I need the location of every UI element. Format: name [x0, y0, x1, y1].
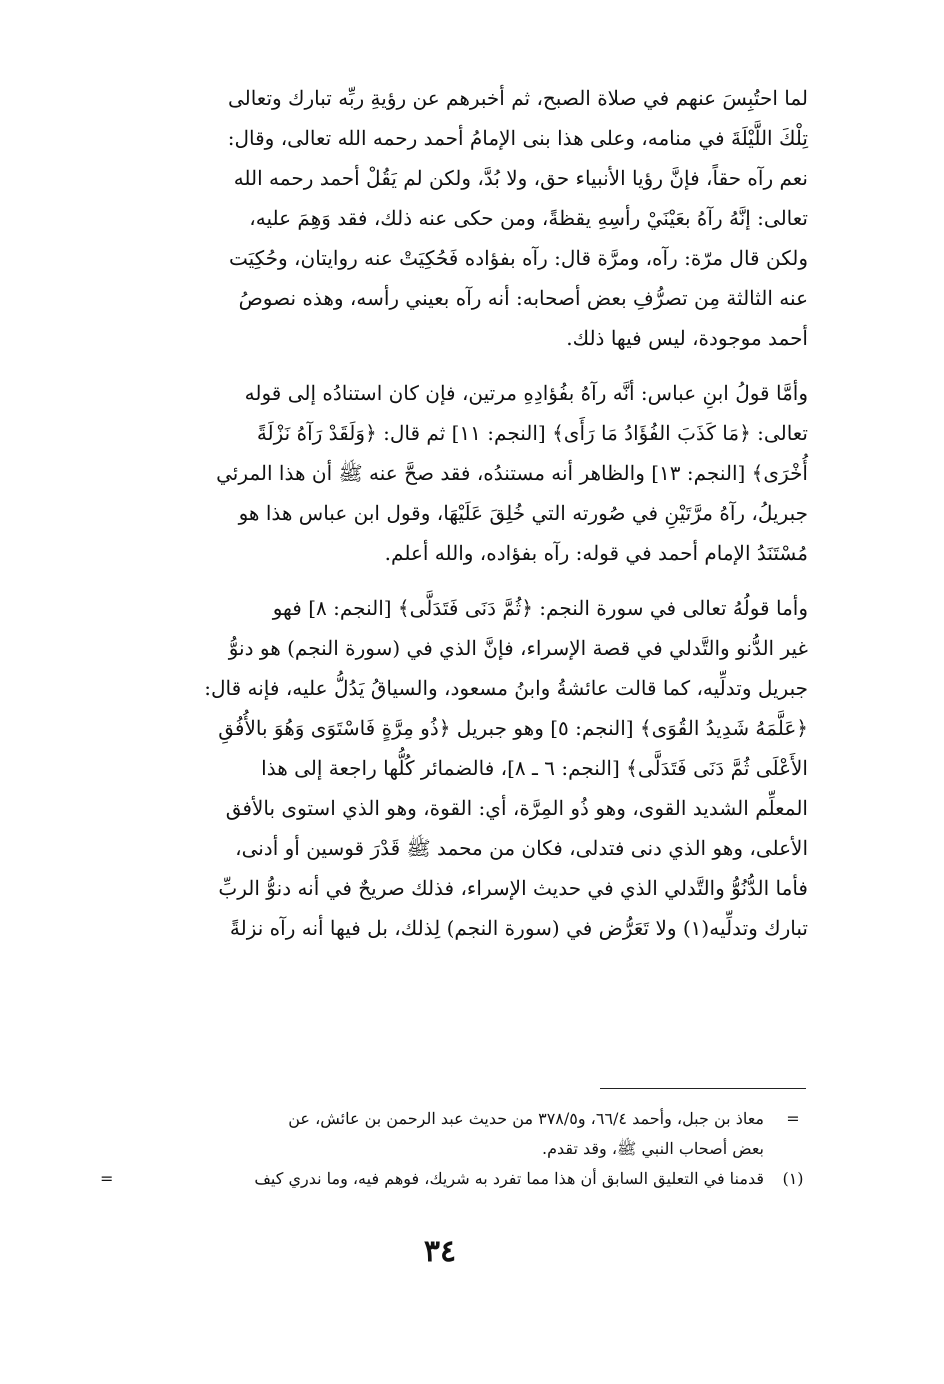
text-line: تبارك وتدلِّيه(١) ولا تَعَرُّض في (سورة النجم) لِذلك، بل فيها أنه رآه نزلةً	[229, 916, 808, 940]
text-line: أُخْرَى﴾ [النجم: ١٣] والظاهر أنه مستندُه، فقد صحَّ عنه ﷺ أن هذا المرئي	[216, 461, 808, 485]
footnote-line	[100, 1164, 804, 1194]
text-line: نعم رآه حقاً، فإنَّ رؤيا الأنبياء حق، ولا بُدَّ، ولكن لم يَقُلْ أحمد رحمه الله	[233, 166, 808, 190]
text-line: فأما الدُّنُوُّ والتَّدلي الذي في حديث الإسراء، فذلك صريحٌ في أنه دنوُّ الربِّ	[218, 876, 808, 900]
text-line: الأَعْلَى ثُمَّ دَنَى فَتَدَلَّى﴾ [النجم: ٦ ـ ٨]، فالضمائر كُلُّها راجعة إلى هذا	[261, 756, 808, 780]
text-line: تِلْكَ اللَّيْلَةَ في منامه، وعلى هذا بنى الإمامُ أحمد رحمه الله تعالى، وقال:	[227, 126, 808, 150]
footnote-marker: (١)	[782, 1169, 804, 1188]
text-line: جبريل وتدلِّيه، كما قالت عائشةُ وابنُ مسعود، والسياقُ يَدُلُّ عليه، فإنه قال:	[204, 676, 808, 700]
text-line: ﴿عَلَّمَهُ شَدِيدُ القُوَى﴾ [النجم: ٥] وهو جبريل ﴿ذُو مِرَّةٍ فَاسْتَوَى وَهُوَ بالأُفُقِ	[218, 716, 808, 740]
main-text	[104, 78, 808, 948]
text-line: عنه الثالثة مِن تصرُّفِ بعض أصحابه: أنه رآه بعيني رأسه، وهذه نصوصُ	[238, 286, 808, 310]
footnote-text: معاذ بن جبل، وأحمد ٦٦/٤، و٣٧٨/٥ من حديث عبد الرحمن بن عائش، عن	[288, 1109, 764, 1128]
text-line: ولكن قال مرّة: رآه، ومرَّة قال: رآه بفؤاده فَحُكِيَتْ عنه روايتان، وحُكِيَت	[228, 246, 808, 270]
text-line: تعالى: ﴿مَا كَذَبَ الفُؤَادُ مَا رَأَى﴾ [النجم: ١١] ثم قال: ﴿وَلَقَدْ رَآهُ نَزْلَةً	[256, 421, 808, 445]
text-line: وأمَّا قولُ ابنِ عباس: أنَّه رآهُ بفُؤادِهِ مرتين، فإن كان استنادُه إلى قوله	[244, 381, 808, 405]
text-line: المعلِّم الشديد القوى، وهو ذُو المِرَّة، أي: القوة، وهو الذي استوى بالأفق	[225, 796, 808, 820]
footnote-line	[100, 1104, 800, 1134]
text-line: لما احتُبِسَ عنهم في صلاة الصبح، ثم أخبرهم عن رؤيةِ ربِّه تبارك وتعالى	[227, 86, 808, 110]
footnote-separator	[600, 1088, 806, 1089]
paragraph	[104, 588, 808, 948]
footnote-text: بعض أصحاب النبي ﷺ، وقد تقدم.	[541, 1139, 764, 1158]
footnotes	[100, 1104, 804, 1194]
text-line: الأعلى، وهو الذي دنى فتدلى، فكان من محمد ﷺ قَدْرَ قوسين أو أدنى،	[235, 836, 808, 860]
text-line: تعالى: إنَّهُ رآهُ بعَيْنَيْ رأسِهِ يقظةً، ومن حكى عنه ذلك، فقد وَهِمَ عليه،	[249, 206, 808, 230]
paragraph	[104, 78, 808, 358]
footnote-text: قدمنا في التعليق السابق أن هذا مما تفرد به شريك، فوهم فيه، وما ندري كيف	[254, 1169, 764, 1188]
text-line: أحمد موجودة، ليس فيها ذلك.	[566, 326, 808, 350]
footnote-line	[100, 1134, 794, 1164]
footnote-continuation-mark: =	[100, 1169, 114, 1188]
text-line: مُسْتَنَدُ الإمام أحمد في قوله: رآه بفؤاده، والله أعلم.	[384, 541, 808, 565]
footnote-marker: =	[786, 1109, 800, 1128]
text-line: وأما قولُهُ تعالى في سورة النجم: ﴿ثُمَّ دَنَى فَتَدَلَّى﴾ [النجم: ٨] فهو	[272, 596, 808, 620]
text-line: جبريلُ، رآهُ مرَّتَيْنِ في صُورته التي خُلِقَ عَلَيْهَا، وقول ابن عباس هذا هو	[238, 501, 808, 525]
text-line: غير الدُّنو والتَّدلي في قصة الإسراء، فإنَّ الذي في (سورة النجم) هو دنوُّ	[228, 636, 808, 660]
paragraph	[104, 373, 808, 573]
page-number: ٣٤	[423, 1234, 457, 1269]
